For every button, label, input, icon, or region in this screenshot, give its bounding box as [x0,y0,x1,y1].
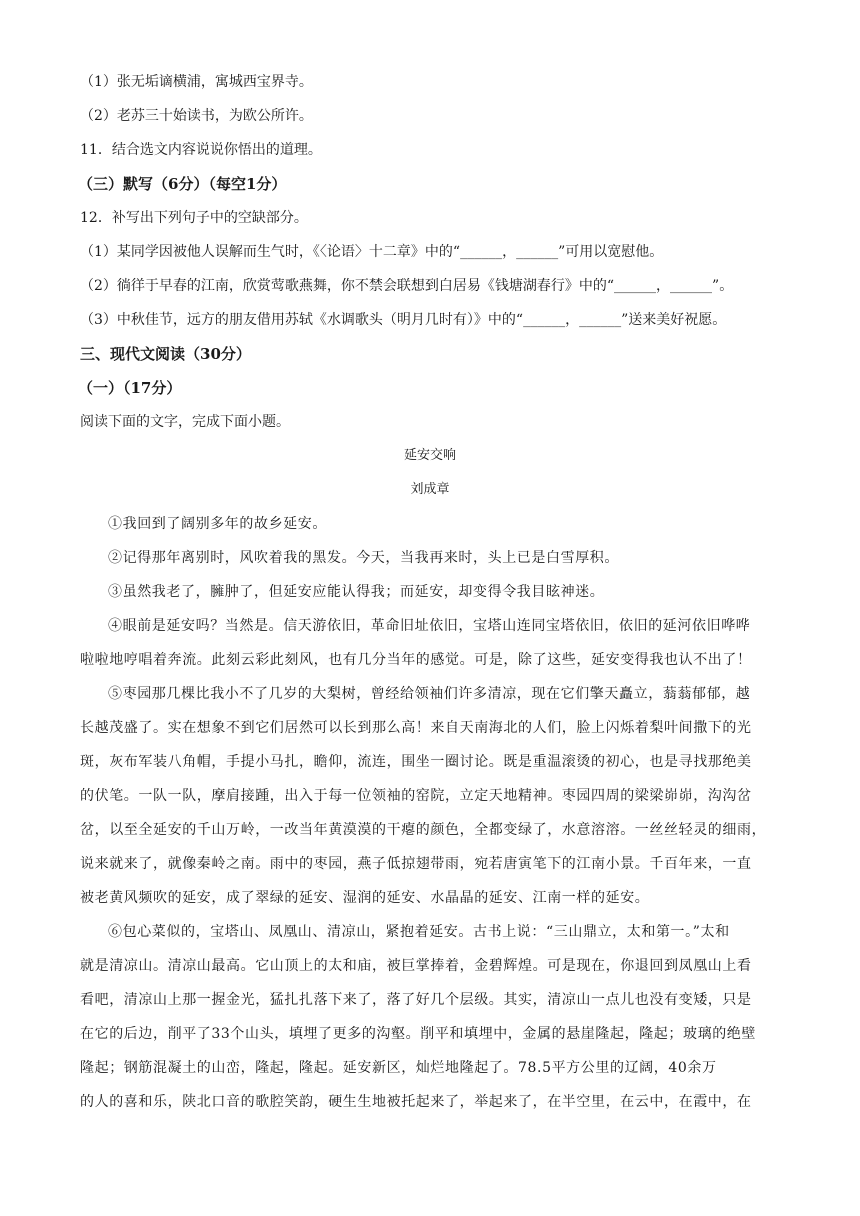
reading-instruction: 阅读下面的文字，完成下面小题。 [80,414,290,430]
paragraph-6-line: 隆起；钢筋混凝土的山峦，隆起，隆起。延安新区，灿烂地隆起了。78.5平方公里的辽阔，40余万 [80,1060,717,1076]
q12-item-1: （1）某同学因被他人误解而生气时，《〈论语〉十二章》中的“______，______”可用以宽慰他。 [80,244,664,260]
question-12: 12．补写出下列句子中的空缺部分。 [80,210,308,226]
paragraph-5-line: 斑，灰布军装八角帽，手提小马扎，瞻仰，流连，围坐一圈讨论。既是重温滚烫的初心，也是寻找那绝美 [80,754,752,770]
q10-item-2: （2）老苏三十始读书，为欧公所许。 [80,108,313,124]
article-title: 延安交响 [403,448,456,463]
paragraph-3: ③虽然我老了，臃肿了，但延安应能认得我；而延安，却变得令我目眩神迷。 [108,584,605,600]
paragraph-4-line: 啦啦地哼唱着奔流。此刻云彩此刻风，也有几分当年的感觉。可是，除了这些，延安变得我也认不出了！ [80,652,752,668]
section-heading-dictation: （三）默写（6分）（每空1分） [78,175,287,193]
paragraph-5-line: 被老黄风频吹的延安，成了翠绿的延安、湿润的延安、水晶晶的延安、江南一样的延安。 [80,890,650,906]
paragraph-1: ①我回到了阔别多年的故乡延安。 [108,516,327,532]
paragraph-5-line: 说来就来了，就像秦岭之南。雨中的枣园，燕子低掠翅带雨，宛若唐寅笔下的江南小景。千百年来，一直 [80,856,752,872]
q12-item-3: （3）中秋佳节，远方的朋友借用苏轼《水调歌头（明月几时有）》中的“______，______”送来美好祝愿。 [80,312,727,328]
q12-item-2: （2）徜徉于早春的江南，欣赏莺歌燕舞，你不禁会联想到白居易《钱塘湖春行》中的“______，______”。 [80,278,734,294]
paragraph-5-line: ⑤枣园那几棵比我小不了几岁的大梨树，曾经给领袖们许多清凉，现在它们擎天矗立，蓊蓊郁郁，越 [108,686,751,702]
part-heading-modern-reading: 三、现代文阅读（30分） [80,345,251,363]
paragraph-2: ②记得那年离别时，风吹着我的黑发。今天，当我再来时，头上已是白雪厚积。 [108,550,619,566]
paragraph-6-line: 看吧，清凉山上那一握金光，猛扎扎落下来了，落了好几个层级。其实，清凉山一点儿也没有变矮，只是 [80,992,752,1008]
paragraph-6-line: 在它的后边，削平了33个山头，填埋了更多的沟壑。削平和填埋中，金属的悬崖隆起，隆起；玻璃的绝壁 [80,1026,757,1042]
paragraph-5-line: 长越茂盛了。实在想象不到它们居然可以长到那么高！来自天南海北的人们，脸上闪烁着梨叶间撒下的光 [80,720,752,736]
paragraph-4-line: ④眼前是延安吗？当然是。信天游依旧，革命旧址依旧，宝塔山连同宝塔依旧，依旧的延河依旧哗哗 [108,618,751,634]
sub-heading-1: （一）（17分） [78,379,182,397]
paragraph-6-line: ⑥包心菜似的，宝塔山、凤凰山、清凉山，紧抱着延安。古书上说：“三山鼎立，太和第一。”太和 [108,924,730,940]
paragraph-6-line: 的人的喜和乐，陕北口音的歌腔笑韵，硬生生地被托起来了，举起来了，在半空里，在云中，在霞中，在 [80,1094,752,1110]
paragraph-5-line: 的伏笔。一队一队，摩肩接踵，出入于每一位领袖的窑院，立定天地精神。枣园四周的梁梁峁峁，沟沟岔 [80,788,752,804]
article-author: 刘成章 [410,482,450,497]
paragraph-5-line: 岔，以至全延安的千山万岭，一改当年黄漠漠的干瘪的颜色，全都变绿了，水意溶溶。一丝丝轻灵的细雨， [80,822,767,838]
paragraph-6-line: 就是清凉山。清凉山最高。它山顶上的太和庙，被巨掌捧着，金碧辉煌。可是现在，你退回到凤凰山上看 [80,958,752,974]
question-11: 11．结合选文内容说说你悟出的道理。 [80,142,322,158]
q10-item-1: （1）张无垢谪横浦，寓城西宝界寺。 [80,74,313,90]
